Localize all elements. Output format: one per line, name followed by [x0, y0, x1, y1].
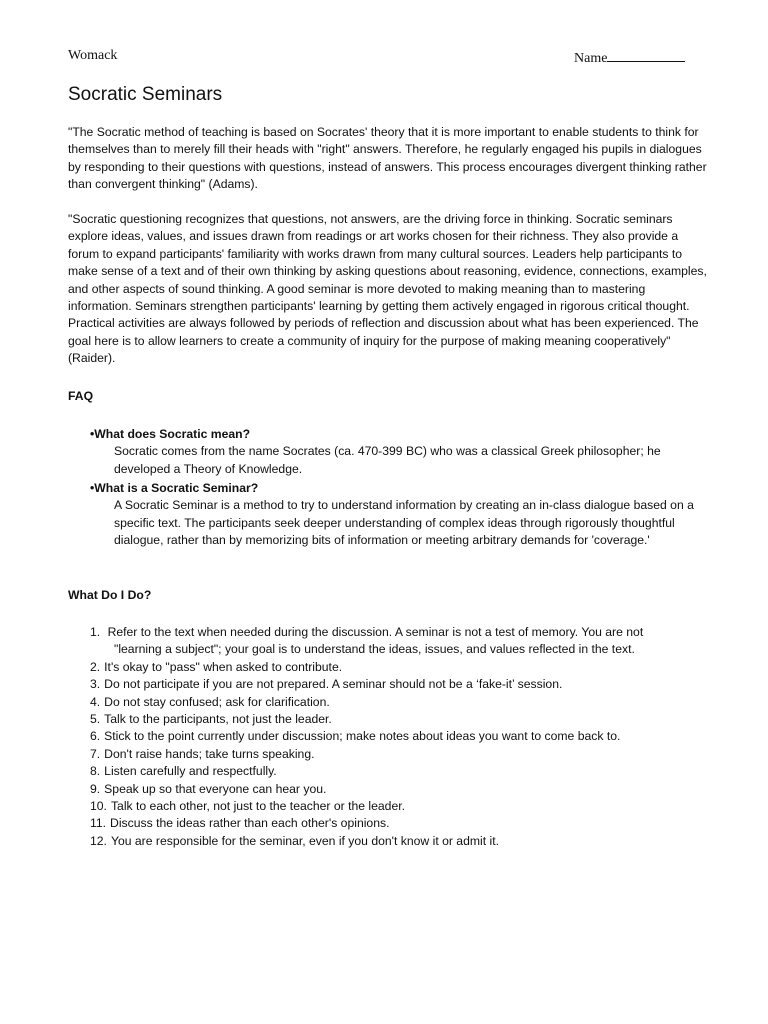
- step-text: Do not stay confused; ask for clarification.: [104, 694, 330, 709]
- step-number: 3.: [90, 677, 101, 692]
- list-item: [90, 694, 702, 711]
- step-text: Refer to the text when needed during the discussion. A seminar is not a test of memory. You are not: [107, 625, 644, 639]
- faq-heading: FAQ: [68, 389, 94, 403]
- bullet-icon: •: [90, 481, 95, 495]
- step-1: [90, 624, 643, 659]
- author-name: Womack: [68, 48, 118, 63]
- list-item: [90, 763, 702, 780]
- page-title: Socratic Seminars: [68, 84, 223, 105]
- step-text: Talk to the participants, not just the leader.: [104, 712, 332, 727]
- what-do-i-do-heading: What Do I Do?: [68, 588, 152, 602]
- step-number: 10.: [90, 799, 107, 814]
- list-item: [90, 728, 702, 745]
- steps-list: [90, 624, 702, 850]
- step-number: 12.: [90, 833, 107, 848]
- list-item: [90, 624, 702, 659]
- faq-answer: Socratic comes from the name Socrates (ca. 470-399 BC) who was a classical Greek philosopher; he developed a Theory of Knowledge.: [114, 444, 661, 476]
- list-item: [90, 676, 702, 693]
- list-item: [90, 833, 702, 850]
- step-text-continued: "learning a subject"; your goal is to understand the ideas, issues, and values reflected in the text.: [114, 642, 635, 657]
- faq-question: •What is a Socratic Seminar?: [90, 481, 259, 495]
- list-item: [90, 659, 702, 676]
- step-number: 4.: [90, 694, 101, 709]
- step-text: Discuss the ideas rather than each other's opinions.: [110, 816, 390, 831]
- step-text: It's okay to "pass" when asked to contribute.: [104, 659, 343, 674]
- faq-answer: A Socratic Seminar is a method to try to understand information by creating an in-class dialogue based on a specific text. The participants seek deeper understanding of complex ideas through rigorously thoughtful dialogue, rather than by memorizing bits of information or meeting arbitrary demands for 'coverage.': [114, 498, 694, 548]
- faq-item: [90, 426, 700, 478]
- step-text: Listen carefully and respectfully.: [104, 764, 277, 779]
- intro-paragraph-adams: "The Socratic method of teaching is based on Socrates' theory that it is more important to enable students to think for themselves than to merely fill their heads with "right" answers. Therefore, he regularly engaged his pupils in dialogues by responding to their questions with questions, instead of answers. This process encourages divergent thinking rather than convergent thinking" (Adams).: [68, 125, 707, 192]
- list-item: [90, 746, 702, 763]
- step-number: 8.: [90, 764, 101, 779]
- list-item: [90, 711, 702, 728]
- bullet-icon: •: [90, 427, 95, 441]
- step-text: You are responsible for the seminar, even if you don't know it or admit it.: [110, 833, 499, 848]
- step-text: Stick to the point currently under discussion; make notes about ideas you want to come back to.: [104, 729, 621, 744]
- step-number: 1.: [90, 625, 101, 639]
- step-number: 2.: [90, 659, 101, 674]
- step-number: 5.: [90, 712, 101, 727]
- step-text: Talk to each other, not just to the teacher or the leader.: [110, 799, 405, 814]
- list-item: [90, 798, 702, 815]
- name-blank-line: [607, 48, 685, 62]
- name-label: Name: [574, 51, 608, 66]
- step-text: Do not participate if you are not prepared. A seminar should not be a ‘fake-it’ session.: [104, 677, 563, 692]
- name-field: [574, 48, 685, 67]
- step-number: 9.: [90, 781, 101, 796]
- faq-question: •What does Socratic mean?: [90, 427, 251, 441]
- step-text: Speak up so that everyone can hear you.: [104, 781, 327, 796]
- step-number: 6.: [90, 729, 101, 744]
- faq-item: [90, 480, 700, 550]
- list-item: [90, 781, 702, 798]
- step-number: 7.: [90, 746, 101, 761]
- step-text: Don't raise hands; take turns speaking.: [104, 746, 315, 761]
- step-number: 11.: [90, 816, 107, 831]
- intro-paragraph-raider: "Socratic questioning recognizes that questions, not answers, are the driving force in thinking. Socratic seminars explore ideas, values, and issues drawn from readings or art works chosen for their richness. They also provide a forum to expand participants' familiarity with works drawn from many cultural sources. Leaders help participants to make sense of a text and of their own thinking by asking questions about reasoning, evidence, connections, examples, and other aspects of sound thinking. A good seminar is more devoted to making meaning than to mastering information. Seminars strengthen participants' learning by getting them actively engaged in rigorous critical thought. Practical activities are always followed by periods of reflection and discussion about what has been experienced. The goal here is to allow learners to create a community of inquiry for the purpose of making meaning cooperatively" (Raider).: [68, 212, 707, 366]
- list-item: [90, 815, 702, 832]
